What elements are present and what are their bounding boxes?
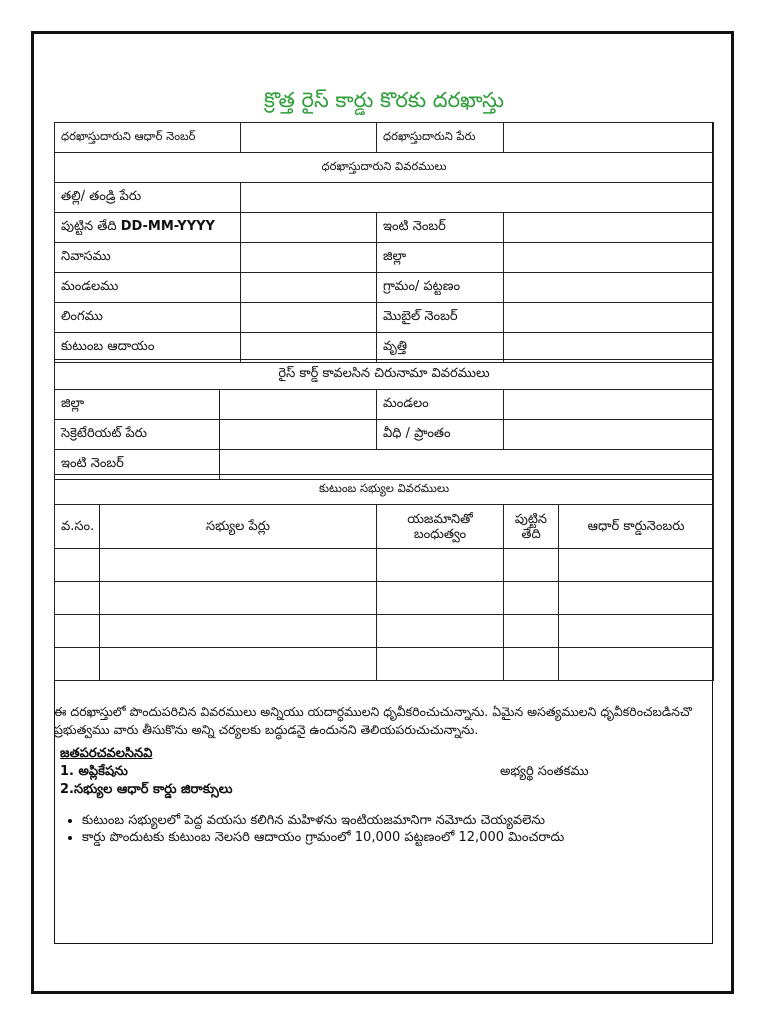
residence-field[interactable] bbox=[241, 243, 377, 273]
mandal-field[interactable] bbox=[241, 273, 377, 303]
member-name-cell[interactable] bbox=[100, 549, 377, 582]
member-serial-cell[interactable] bbox=[55, 648, 100, 681]
enclosure-item-1: 1. అప్లికేషను bbox=[60, 764, 128, 779]
parent-field[interactable] bbox=[241, 183, 714, 213]
mobile-field[interactable] bbox=[504, 303, 714, 333]
gender-label: లింగము bbox=[55, 303, 241, 333]
col-member-name: సభ్యుల పేర్లు bbox=[100, 505, 377, 549]
member-relation-cell[interactable] bbox=[377, 582, 504, 615]
list-item: • కార్డు పొందుటకు కుటుంబ నెలసరి ఆదాయం గ్రామంలో 10,000 పట్టణంలో 12,000 మించరాదు bbox=[82, 829, 564, 846]
district-field[interactable] bbox=[504, 243, 714, 273]
member-aadhaar-cell[interactable] bbox=[559, 549, 714, 582]
member-relation-cell[interactable] bbox=[377, 648, 504, 681]
member-aadhaar-cell[interactable] bbox=[559, 648, 714, 681]
member-aadhaar-cell[interactable] bbox=[559, 582, 714, 615]
member-serial-cell[interactable] bbox=[55, 582, 100, 615]
member-dob-cell[interactable] bbox=[504, 582, 559, 615]
address-mandal-field[interactable] bbox=[504, 390, 714, 420]
applicant-table bbox=[54, 122, 714, 363]
name-field[interactable] bbox=[504, 123, 714, 153]
col-serial: వ.సం. bbox=[55, 505, 100, 549]
dob-field[interactable] bbox=[241, 213, 377, 243]
col-aadhaar: ఆధార్ కార్డునెంబరు bbox=[559, 505, 714, 549]
table-row bbox=[55, 615, 714, 648]
list-item: • కుటుంబ సభ్యులలో పెద్ద వయసు కలిగిన మహిళను ఇంటియజమానిగా నమోదు చెయ్యవలెను bbox=[82, 812, 564, 829]
mobile-label: మొబైల్ నెంబర్ bbox=[377, 303, 504, 333]
residence-label: నివాసము bbox=[55, 243, 241, 273]
table-row bbox=[55, 648, 714, 681]
signature-label: అభ్యర్థి సంతకము bbox=[500, 764, 589, 779]
address-section-title: రైస్ కార్డ్ కావలసిన చిరునామా వివరములు bbox=[55, 360, 714, 390]
address-district-field[interactable] bbox=[220, 390, 377, 420]
member-name-cell[interactable] bbox=[100, 582, 377, 615]
enclosure-item-2: 2.సభ్యుల ఆధార్ కార్డు జిరాక్సులు bbox=[60, 782, 233, 797]
secretariat-field[interactable] bbox=[220, 420, 377, 450]
table-row bbox=[55, 549, 714, 582]
street-label: వీధి / ప్రాంతం bbox=[377, 420, 504, 450]
parent-label: తల్లి/ తండ్రి పేరు bbox=[55, 183, 241, 213]
member-relation-cell[interactable] bbox=[377, 615, 504, 648]
member-serial-cell[interactable] bbox=[55, 549, 100, 582]
village-label: గ్రామం/ పట్టణం bbox=[377, 273, 504, 303]
name-label: ధరఖాస్తుదారుని పేరు bbox=[377, 123, 504, 153]
village-field[interactable] bbox=[504, 273, 714, 303]
members-section-title: కుటుంబ సభ్యుల వివరములు bbox=[55, 475, 714, 505]
member-aadhaar-cell[interactable] bbox=[559, 615, 714, 648]
member-name-cell[interactable] bbox=[100, 648, 377, 681]
member-dob-cell[interactable] bbox=[504, 615, 559, 648]
member-dob-cell[interactable] bbox=[504, 549, 559, 582]
member-serial-cell[interactable] bbox=[55, 615, 100, 648]
secretariat-label: సెక్రెటేరియట్ పేరు bbox=[55, 420, 220, 450]
dob-label: పుట్టిన తేది DD-MM-YYYY bbox=[55, 213, 241, 243]
enclosures bbox=[60, 746, 233, 800]
address-house-no-label: ఇంటి నెంబర్ bbox=[55, 450, 220, 480]
col-relation: యజమానితో బంధుత్వం bbox=[377, 505, 504, 549]
col-dob: పుట్టిన తేది bbox=[504, 505, 559, 549]
aadhaar-label: ధరఖాస్తుదారుని ఆధార్ నెంబర్ bbox=[55, 123, 241, 153]
notes-list bbox=[60, 812, 564, 846]
applicant-section-title: ధరఖాస్తుదారుని వివరములు bbox=[55, 153, 714, 183]
member-dob-cell[interactable] bbox=[504, 648, 559, 681]
members-table bbox=[54, 474, 714, 681]
address-district-label: జిల్లా bbox=[55, 390, 220, 420]
form-title: క్రొత్త రైస్ కార్డు కొరకు దరఖాస్తు bbox=[263, 88, 505, 112]
address-table bbox=[54, 359, 714, 480]
address-mandal-label: మండలం bbox=[377, 390, 504, 420]
table-row bbox=[55, 582, 714, 615]
aadhaar-field[interactable] bbox=[241, 123, 377, 153]
mandal-label: మండలము bbox=[55, 273, 241, 303]
gender-field[interactable] bbox=[241, 303, 377, 333]
house-no-label: ఇంటి నెంబర్ bbox=[377, 213, 504, 243]
street-field[interactable] bbox=[504, 420, 714, 450]
member-relation-cell[interactable] bbox=[377, 549, 504, 582]
house-no-field[interactable] bbox=[504, 213, 714, 243]
occupation-field[interactable] bbox=[504, 333, 714, 363]
income-field[interactable] bbox=[241, 333, 377, 363]
income-label: కుటుంబ ఆదాయం bbox=[55, 333, 241, 363]
occupation-label: వృత్తి bbox=[377, 333, 504, 363]
enclosures-heading: జతపరచవలసినవి bbox=[60, 746, 153, 761]
declaration-text: ఈ దరఖాస్తులో పొందుపరిచిన వివరములు అన్నియు యదార్ధములని ధృవీకరించుచున్నాను. ఏమైన అసత్యములని ధృవీకరించబడినచొ ప్రభుత్వము వారు తీసుకొను అన్ని చర్యలకు బద్ధుడనై ఉందునని తెలియపరుచుచున్నాను. bbox=[54, 704, 692, 737]
district-label: జిల్లా bbox=[377, 243, 504, 273]
member-name-cell[interactable] bbox=[100, 615, 377, 648]
